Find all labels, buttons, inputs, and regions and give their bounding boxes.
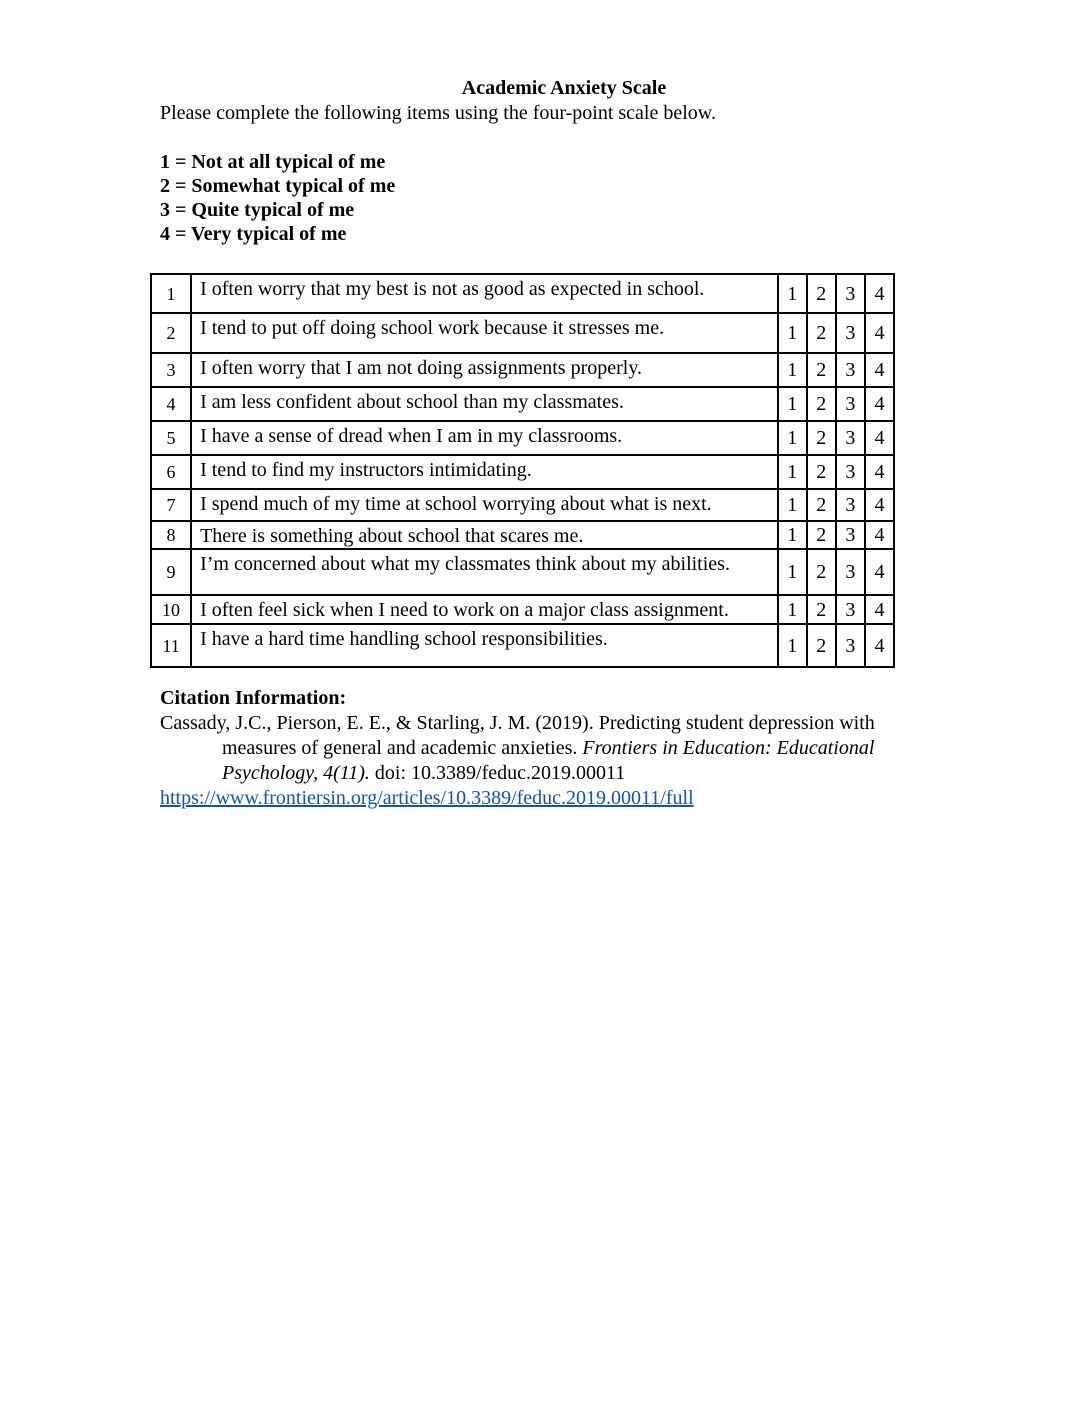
citation-link[interactable]: https://www.frontiersin.org/articles/10.3389/feduc.2019.00011/full — [160, 787, 694, 809]
table-row — [151, 549, 894, 595]
page-title: Academic Anxiety Scale — [461, 77, 667, 99]
item-number: 6 — [151, 455, 191, 489]
rating-option-4[interactable]: 4 — [865, 387, 894, 421]
rating-option-1[interactable]: 1 — [778, 455, 807, 489]
item-number: 1 — [151, 274, 191, 313]
instructions-text: Please complete the following items using the four-point scale below. — [160, 102, 716, 124]
rating-option-3[interactable]: 3 — [836, 455, 865, 489]
citation-doi: doi: 10.3389/feduc.2019.00011 — [369, 762, 626, 784]
rating-option-3[interactable]: 3 — [836, 624, 865, 667]
rating-option-3[interactable]: 3 — [836, 595, 865, 624]
item-number: 7 — [151, 489, 191, 521]
rating-option-1[interactable]: 1 — [778, 549, 807, 595]
rating-option-2[interactable]: 2 — [807, 387, 836, 421]
rating-option-2[interactable]: 2 — [807, 595, 836, 624]
item-number: 11 — [151, 624, 191, 667]
item-statement: I have a sense of dread when I am in my classrooms. — [191, 421, 778, 455]
rating-option-4[interactable]: 4 — [865, 521, 894, 549]
item-statement: I often worry that my best is not as good as expected in school. — [191, 274, 778, 313]
table-row — [151, 595, 894, 624]
citation-heading: Citation Information: — [160, 687, 347, 709]
rating-option-4[interactable]: 4 — [865, 624, 894, 667]
item-statement: I tend to put off doing school work because it stresses me. — [191, 313, 778, 353]
rating-option-3[interactable]: 3 — [836, 421, 865, 455]
item-statement: I often worry that I am not doing assignments properly. — [191, 353, 778, 387]
scale-legend — [160, 150, 968, 246]
rating-option-1[interactable]: 1 — [778, 595, 807, 624]
table-row — [151, 274, 894, 313]
citation-text: measures of general and academic anxieties. — [222, 737, 583, 759]
rating-option-2[interactable]: 2 — [807, 455, 836, 489]
rating-option-3[interactable]: 3 — [836, 521, 865, 549]
questionnaire-table — [150, 273, 895, 668]
rating-option-1[interactable]: 1 — [778, 624, 807, 667]
rating-option-2[interactable]: 2 — [807, 489, 836, 521]
legend-line-3: 3 = Quite typical of me — [160, 199, 355, 221]
citation-journal-title: Frontiers in Education: Educational — [582, 737, 875, 759]
legend-line-1: 1 = Not at all typical of me — [160, 151, 386, 173]
citation-line-1 — [160, 711, 968, 736]
item-statement: There is something about school that scares me. — [191, 521, 778, 549]
table-row — [151, 421, 894, 455]
table-row — [151, 353, 894, 387]
rating-option-4[interactable]: 4 — [865, 421, 894, 455]
rating-option-2[interactable]: 2 — [807, 274, 836, 313]
citation-journal-title: Psychology, 4(11). — [222, 762, 370, 784]
rating-option-3[interactable]: 3 — [836, 549, 865, 595]
rating-option-2[interactable]: 2 — [807, 549, 836, 595]
rating-option-1[interactable]: 1 — [778, 313, 807, 353]
rating-option-3[interactable]: 3 — [836, 313, 865, 353]
item-statement: I tend to find my instructors intimidating. — [191, 455, 778, 489]
rating-option-1[interactable]: 1 — [778, 521, 807, 549]
item-number: 9 — [151, 549, 191, 595]
citation-line-3 — [160, 761, 968, 786]
rating-option-4[interactable]: 4 — [865, 489, 894, 521]
rating-option-1[interactable]: 1 — [778, 274, 807, 313]
rating-option-4[interactable]: 4 — [865, 353, 894, 387]
rating-option-1[interactable]: 1 — [778, 489, 807, 521]
rating-option-3[interactable]: 3 — [836, 274, 865, 313]
rating-option-4[interactable]: 4 — [865, 549, 894, 595]
item-statement: I spend much of my time at school worrying about what is next. — [191, 489, 778, 521]
rating-option-2[interactable]: 2 — [807, 313, 836, 353]
item-number: 10 — [151, 595, 191, 624]
item-statement: I have a hard time handling school responsibilities. — [191, 624, 778, 667]
item-number: 3 — [151, 353, 191, 387]
table-row — [151, 489, 894, 521]
rating-option-4[interactable]: 4 — [865, 455, 894, 489]
citation-text: Cassady, J.C., Pierson, E. E., & Starling, J. M. (2019). Predicting student depression with — [160, 712, 875, 734]
item-statement: I am less confident about school than my classmates. — [191, 387, 778, 421]
table-row — [151, 313, 894, 353]
table-row — [151, 624, 894, 667]
rating-option-1[interactable]: 1 — [778, 353, 807, 387]
rating-option-1[interactable]: 1 — [778, 387, 807, 421]
item-statement: I often feel sick when I need to work on a major class assignment. — [191, 595, 778, 624]
citation-link-line — [160, 786, 968, 811]
rating-option-4[interactable]: 4 — [865, 274, 894, 313]
rating-option-2[interactable]: 2 — [807, 421, 836, 455]
legend-line-2: 2 = Somewhat typical of me — [160, 175, 396, 197]
table-row — [151, 387, 894, 421]
rating-option-4[interactable]: 4 — [865, 595, 894, 624]
rating-option-1[interactable]: 1 — [778, 421, 807, 455]
rating-option-4[interactable]: 4 — [865, 313, 894, 353]
rating-option-2[interactable]: 2 — [807, 353, 836, 387]
item-number: 8 — [151, 521, 191, 549]
table-row — [151, 521, 894, 549]
item-statement: I’m concerned about what my classmates think about my abilities. — [191, 549, 778, 595]
rating-option-3[interactable]: 3 — [836, 353, 865, 387]
table-row — [151, 455, 894, 489]
item-number: 2 — [151, 313, 191, 353]
rating-option-3[interactable]: 3 — [836, 489, 865, 521]
citation-line-2 — [160, 736, 968, 761]
item-number: 4 — [151, 387, 191, 421]
rating-option-3[interactable]: 3 — [836, 387, 865, 421]
rating-option-2[interactable]: 2 — [807, 624, 836, 667]
legend-line-4: 4 = Very typical of me — [160, 223, 347, 245]
citation-section — [160, 686, 968, 811]
item-number: 5 — [151, 421, 191, 455]
rating-option-2[interactable]: 2 — [807, 521, 836, 549]
